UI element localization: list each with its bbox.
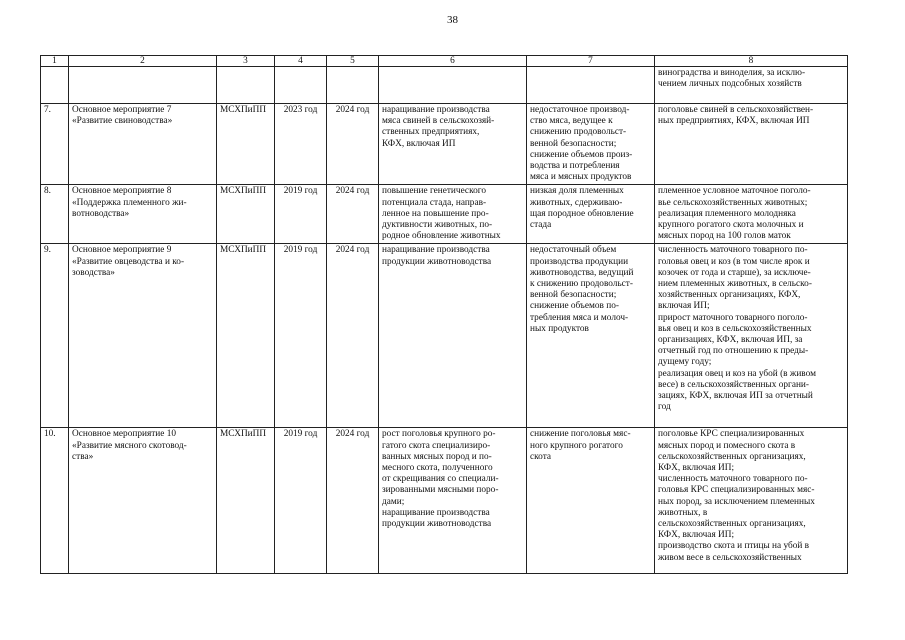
start-year: 2019 год (275, 428, 327, 574)
header-row (41, 56, 848, 67)
column-header: 3 (217, 56, 275, 67)
table-row (41, 104, 848, 185)
end-year: 2024 год (327, 185, 379, 244)
row-number: 7. (41, 104, 69, 185)
expected-result: наращивание производства мяса свиней в сельскохозяй- ственных предприятиях, КФХ, включая ИП (379, 104, 527, 185)
indicator-link: племенное условное маточное поголо- вье сельскохозяйственных животных; реализация племенного молодняка крупного рогатого скота молочных и мясных пород на 100 голов маток (655, 185, 848, 244)
column-header: 8 (655, 56, 848, 67)
end-year: 2024 год (327, 428, 379, 574)
non-implementation-consequence (527, 67, 655, 104)
column-header: 2 (69, 56, 217, 67)
start-year (275, 67, 327, 104)
start-year: 2019 год (275, 244, 327, 428)
non-implementation-consequence: низкая доля племенных животных, сдерживаю- щая породное обновление стада (527, 185, 655, 244)
page-number: 38 (447, 14, 458, 26)
column-header: 7 (527, 56, 655, 67)
table-row (41, 185, 848, 244)
column-header: 4 (275, 56, 327, 67)
table-row (41, 428, 848, 574)
indicator-link: виноградства и виноделия, за исклю- чением личных подсобных хозяйств (655, 67, 848, 104)
start-year: 2019 год (275, 185, 327, 244)
measure-name: Основное мероприятие 8 «Поддержка племенного жи- вотноводства» (69, 185, 217, 244)
measure-name: Основное мероприятие 10 «Развитие мясного скотовод- ства» (69, 428, 217, 574)
row-number: 10. (41, 428, 69, 574)
expected-result: повышение генетического потенциала стада, направ- ленное на повышение про- дуктивности животных, по- родное обновление животных (379, 185, 527, 244)
executor: МСХПиПП (217, 244, 275, 428)
end-year: 2024 год (327, 244, 379, 428)
non-implementation-consequence: недостаточный объем производства продукции животноводства, ведущий к снижению продовольст- венной безопасности; снижение объемов по- требления мяса и молоч- ных продуктов (527, 244, 655, 428)
executor: МСХПиПП (217, 428, 275, 574)
end-year: 2024 год (327, 104, 379, 185)
table-row (41, 67, 848, 104)
non-implementation-consequence: недостаточное производ- ство мяса, ведущее к снижению продовольст- венной безопасности; снижение объемов произ- водства и потребления мяса и мясных продуктов (527, 104, 655, 185)
measure-name (69, 67, 217, 104)
start-year: 2023 год (275, 104, 327, 185)
indicator-link: поголовье КРС специализированных мясных пород и помесного скота в сельскохозяйственных организациях, КФХ, включая ИП; численность маточного товарного по- головья КРС специализированных мяс- ных пород, за исключением племенных животных, в сельскохозяйственных организациях, КФХ, включая ИП; производство скота и птицы на убой в живом весе в сельскохозяйственных (655, 428, 848, 574)
row-number (41, 67, 69, 104)
expected-result: рост поголовья крупного ро- гатого скота специализиро- ванных мясных пород и по- месного скота, полученного от скрещивания со специали- зированными мясными поро- дами; наращивание производства продукции животноводства (379, 428, 527, 574)
row-number: 8. (41, 185, 69, 244)
column-header: 1 (41, 56, 69, 67)
row-number: 9. (41, 244, 69, 428)
expected-result: наращивание производства продукции животноводства (379, 244, 527, 428)
executor: МСХПиПП (217, 104, 275, 185)
measure-name: Основное мероприятие 9 «Развитие овцеводства и ко- зоводства» (69, 244, 217, 428)
executor: МСХПиПП (217, 185, 275, 244)
column-header: 6 (379, 56, 527, 67)
measures-table (40, 55, 848, 574)
measure-name: Основное мероприятие 7 «Развитие свиноводства» (69, 104, 217, 185)
column-header: 5 (327, 56, 379, 67)
expected-result (379, 67, 527, 104)
end-year (327, 67, 379, 104)
non-implementation-consequence: снижение поголовья мяс- ного крупного рогатого скота (527, 428, 655, 574)
indicator-link: поголовье свиней в сельскохозяйствен- ных предприятиях, КФХ, включая ИП (655, 104, 848, 185)
executor (217, 67, 275, 104)
table-row (41, 244, 848, 428)
indicator-link: численность маточного товарного по- головья овец и коз (в том числе ярок и козочек от года и старше), за исключе- нием племенных животных, в сельско- хозяйственных организациях, КФХ, включая ИП; прирост маточного товарного поголо- вья овец и коз в сельскохозяйственных организациях, КФХ, включая ИП, за отчетный год по отношению к преды- дущему году; реализация овец и коз на убой (в живом весе) в сельскохозяйственных органи- зациях, КФХ, включая ИП за отчетный год (655, 244, 848, 428)
